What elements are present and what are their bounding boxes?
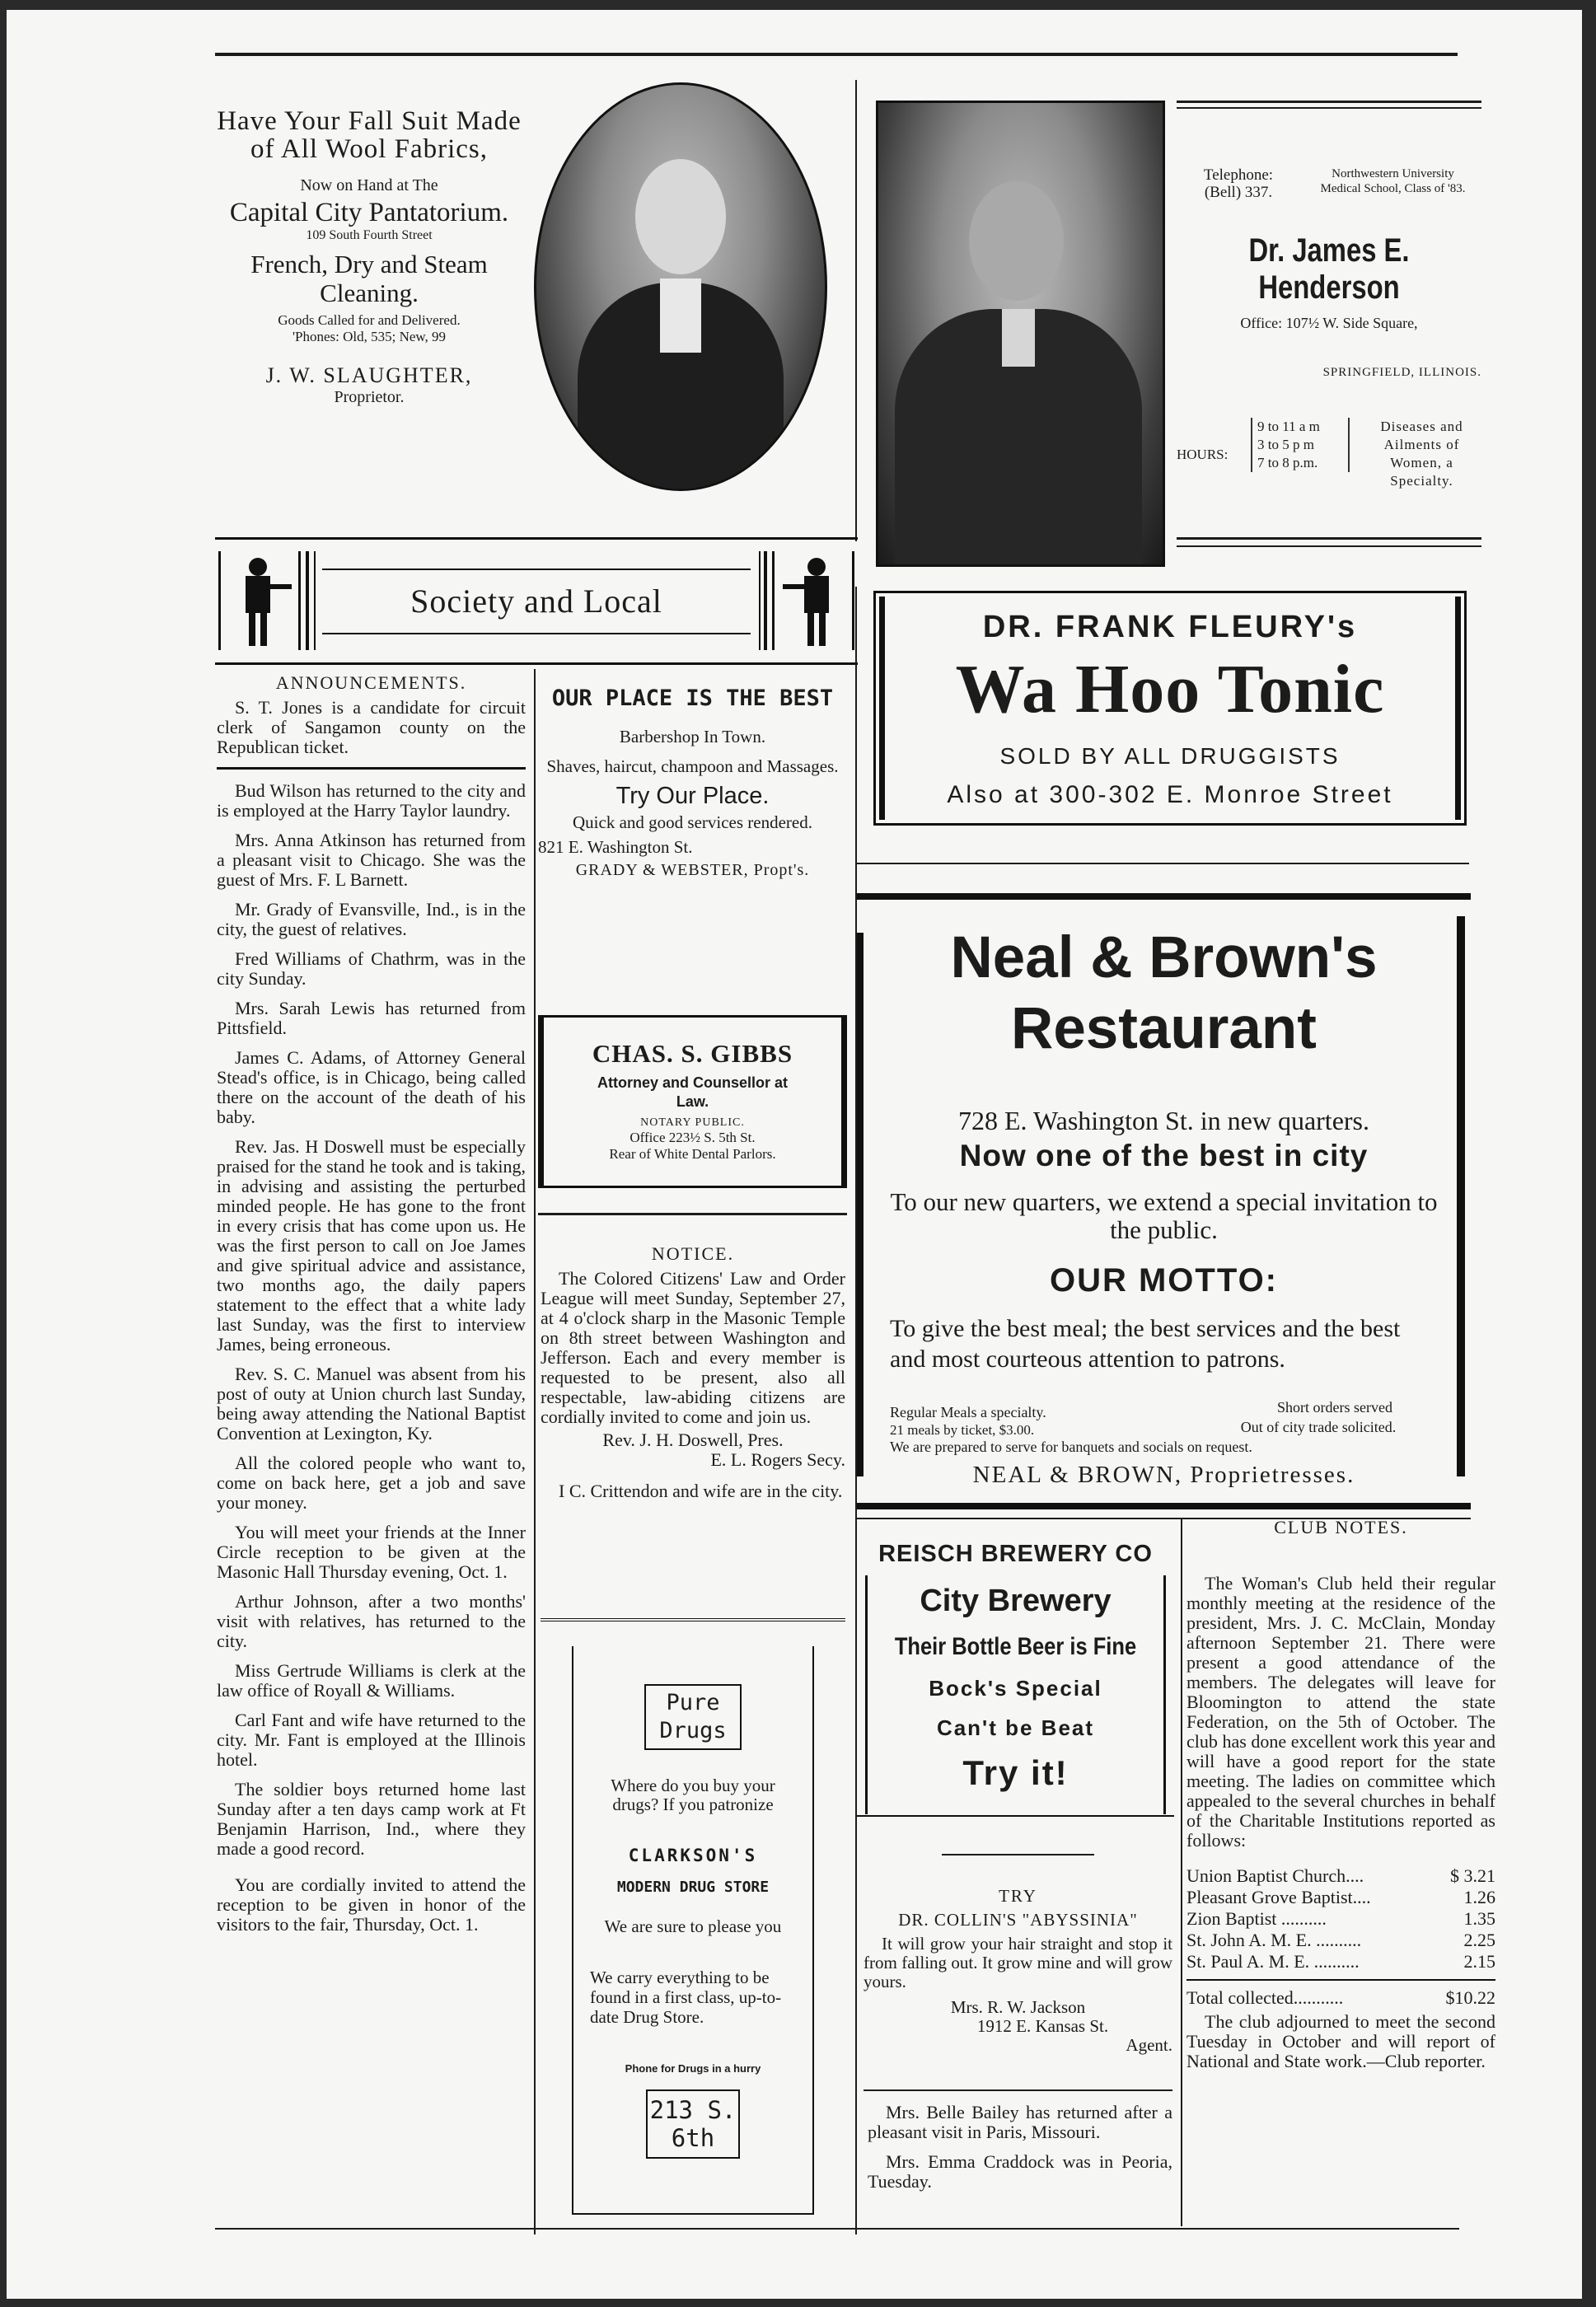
society-title: Society and Local xyxy=(322,569,751,634)
abyssinia-body: It will grow your hair straight and stop it from falling out. It grow mine and will grow yours. xyxy=(864,1934,1172,1991)
crittendon-item: I C. Crittendon and wife are in the city. xyxy=(559,1481,843,1501)
barbershop-address: 821 E. Washington St. xyxy=(538,837,693,857)
restaurant-tickets: 21 meals by ticket, $3.00. xyxy=(890,1422,1035,1438)
brewery-line2: Bock's Special xyxy=(929,1676,1102,1701)
henderson-rule-top2 xyxy=(1177,107,1481,109)
abyssinia-rule xyxy=(864,2089,1172,2091)
henderson-name: Dr. James E. Henderson xyxy=(1248,232,1410,306)
pantatorium-now-on-hand: Now on Hand at The xyxy=(300,176,438,194)
henderson-city: SPRINGFIELD, ILLINOIS. xyxy=(1322,366,1481,379)
local-item: Bud Wilson has returned to the city and is employed at the Harry Taylor laundry. xyxy=(217,780,526,821)
restaurant-name: Neal & Brown's Restaurant xyxy=(950,925,1378,1061)
local-item: James C. Adams, of Attorney General Stead's office, is in Chicago, being called there on the account of the death of his baby. xyxy=(217,1047,526,1127)
church-amount: 1.35 xyxy=(1463,1908,1495,1929)
notice-sig2: E. L. Rogers Secy. xyxy=(710,1449,845,1470)
church-name: Zion Baptist .......... xyxy=(1186,1908,1327,1929)
table-row xyxy=(1186,1951,1495,1972)
church-amount: 2.25 xyxy=(1463,1930,1495,1950)
henderson-hours-label: HOURS: xyxy=(1177,447,1229,462)
gibbs-notary: NOTARY PUBLIC. xyxy=(640,1116,745,1129)
barbershop-ad xyxy=(538,679,847,880)
restaurant-banquets: We are prepared to serve for banquets and socials on request. xyxy=(890,1439,1252,1455)
barbershop-line3: Quick and good services rendered. xyxy=(573,812,812,832)
column-1 xyxy=(217,673,526,1944)
brewery-line3: Can't be Beat xyxy=(936,1715,1095,1740)
local-item: Miss Gertrude Williams is clerk at the law office of Royall & Williams. xyxy=(217,1660,526,1701)
restaurant-motto-head: OUR MOTTO: xyxy=(1049,1262,1278,1299)
notice-body: The Colored Citizens' Law and Order League will meet Sunday, September 27, at 4 o'clock sharp in the Masonic Temple on 8th street between Washington and Jefferson. Each and every member is requested to be present, also all respectable, law-abiding citizens are cordially invited to come and join us. xyxy=(541,1268,845,1427)
local-item: Arthur Johnson, after a two months' visit with relatives, has returned to the city. xyxy=(217,1591,526,1651)
club-notes-table xyxy=(1186,1865,1495,2009)
announcement-rule xyxy=(217,767,526,770)
restaurant-address: 728 E. Washington St. in new quarters. xyxy=(958,1106,1369,1135)
church-amount: 1.26 xyxy=(1463,1887,1495,1907)
top-rule xyxy=(215,53,1458,56)
restaurant-best: Now one of the best in city xyxy=(959,1139,1369,1172)
restaurant-invite: To our new quarters, we extend a special invitation to the public. xyxy=(890,1187,1438,1244)
banner-figure-left xyxy=(218,551,301,650)
gibbs-ad xyxy=(538,1015,847,1188)
notice-rule xyxy=(538,1213,847,1215)
portrait-photo-oval xyxy=(534,82,827,491)
local-item: You are cordially invited to attend the reception to be given in honor of the visitors to the fair, Thursday, Oct. 1. xyxy=(217,1874,526,1935)
bottom-rule xyxy=(215,2228,1459,2230)
brewery-short-rule xyxy=(942,1854,1094,1855)
total-row xyxy=(1186,1987,1495,2009)
church-amount: $ 3.21 xyxy=(1450,1865,1495,1886)
gibbs-name: CHAS. S. GIBBS xyxy=(592,1039,793,1068)
club-notes xyxy=(1186,1518,1495,2081)
restaurant-regular: Regular Meals a specialty. xyxy=(890,1404,1046,1420)
church-amount: 2.15 xyxy=(1463,1951,1495,1972)
column-divider xyxy=(855,80,857,541)
local-item: Mrs. Sarah Lewis has returned from Pittsfield. xyxy=(217,998,526,1038)
local-item: Rev. S. C. Manuel was absent from his post of outy at Union church last Sunday, being away attending the National Baptist Convention at Lexington, Ky. xyxy=(217,1364,526,1444)
fleury-divider xyxy=(855,863,1469,864)
barbershop-try: Try Our Place. xyxy=(615,783,770,809)
col-divider-3 xyxy=(1181,1518,1182,2226)
fleury-ad xyxy=(873,591,1467,826)
brewery-company: REISCH BREWERY CO xyxy=(878,1541,1153,1567)
fleury-name: DR. FRANK FLEURY's xyxy=(982,610,1358,644)
banner-figure-right xyxy=(772,551,854,650)
drug-ad xyxy=(541,1618,845,2224)
henderson-office: Office: 107½ W. Side Square, xyxy=(1240,315,1418,331)
local-item: You will meet your friends at the Inner Circle reception to be given at the Masonic Hall Thursday evening, Oct. 1. xyxy=(217,1522,526,1582)
drug-address: 213 S. 6th xyxy=(646,2089,740,2159)
pantatorium-services: French, Dry and Steam Cleaning. xyxy=(250,250,488,307)
henderson-specialty: Diseases and Ailments of Women, a Specialty. xyxy=(1380,419,1463,489)
local-item: Mr. Grady of Evansville, Ind., is in the city, the guest of relatives. xyxy=(217,899,526,939)
table-row xyxy=(1186,1887,1495,1908)
drug-line3: We carry everything to be found in a first class, up-to-date Drug Store. xyxy=(590,1968,782,2027)
henderson-rule-bottom2 xyxy=(1177,545,1481,547)
henderson-rule-top xyxy=(1177,101,1481,103)
local-notes xyxy=(868,2103,1172,2202)
club-notes-heading: CLUB NOTES. xyxy=(1274,1517,1408,1537)
total-label: Total collected........... xyxy=(1186,1987,1344,2008)
restaurant-out: Out of city trade solicited. xyxy=(1240,1419,1397,1435)
brewery-name: City Brewery xyxy=(920,1584,1112,1618)
fleury-also: Also at 300-302 E. Monroe Street xyxy=(947,781,1393,808)
restaurant-owners: NEAL & BROWN, Proprietresses. xyxy=(972,1462,1355,1488)
barbershop-line2: Shaves, haircut, champoon and Massages. xyxy=(546,756,839,776)
pantatorium-goods: Goods Called for and Delivered. xyxy=(278,312,461,328)
brewery-ad xyxy=(857,1541,1174,1817)
drug-line2: We are sure to please you xyxy=(604,1916,782,1936)
table-row xyxy=(1186,1908,1495,1930)
abyssinia-sig3: Agent. xyxy=(1126,2035,1172,2055)
local-item: Rev. Jas. H Doswell must be especially praised for the stand he took and is taking, in advising and assisting the perturbed minded people. He has gone to the front in every crisis that has come upon us. He was the first person to call on Joe James and give spiritual advice and assistance, two months ago, the daily papers statement to the effect that a white lady last Sunday, was the first to interview James, being erroneous. xyxy=(217,1136,526,1355)
club-notes-body: The Woman's Club held their regular monthly meeting at the residence of the president, Mrs. J. C. McClain, Monday afternoon September 21. There were present a good attendance of the members. The delegates will leave for Bloomington to attend the state Federation, on the 5th of October. The club has done excellent work this year and will have a good report for the state meeting. The ladies on committee which appealed to the several churches in behalf of the Charitable Institutions reported as follows: xyxy=(1186,1573,1495,1851)
society-banner xyxy=(215,537,858,665)
drug-phone: Phone for Drugs in a hurry xyxy=(625,2062,761,2075)
local-item: Carl Fant and wife have returned to the city. Mr. Fant is employed at the Illinois hotel. xyxy=(217,1710,526,1770)
announcements-heading: ANNOUNCEMENTS. xyxy=(275,672,467,693)
drug-store-sub: MODERN DRUG STORE xyxy=(616,1879,770,1896)
pure-drugs-title: Pure Drugs xyxy=(644,1684,742,1750)
fleury-product: Wa Hoo Tonic xyxy=(955,651,1385,728)
barbershop-owners: GRADY & WEBSTER, Propt's. xyxy=(575,861,810,879)
newspaper-page xyxy=(7,10,1582,2299)
local-item: The soldier boys returned home last Sunday after a ten days camp work at Ft Benjamin Harrison, Ind., where they made a good record. xyxy=(217,1779,526,1859)
local-item: Mrs. Anna Atkinson has returned from a pleasant visit to Chicago. She was the guest of Mrs. F. L Barnett. xyxy=(217,830,526,890)
henderson-telephone: Telephone: (Bell) 337. xyxy=(1203,166,1274,201)
abyssinia-ad xyxy=(864,1887,1172,2055)
restaurant-motto: To give the best meal; the best services and the best and most courteous attention to patrons. xyxy=(890,1315,1401,1373)
henderson-school: Northwestern University Medical School, Class of '83. xyxy=(1320,167,1466,195)
henderson-rule-bottom xyxy=(1177,537,1481,540)
local-note: Mrs. Emma Craddock was in Peoria, Tuesday. xyxy=(868,2151,1172,2192)
henderson-photo xyxy=(876,101,1165,567)
barbershop-headline: OUR PLACE IS THE BEST xyxy=(551,686,834,711)
notice-heading: NOTICE. xyxy=(651,1243,735,1264)
church-name: Union Baptist Church.... xyxy=(1186,1865,1364,1886)
brewery-line1: Their Bottle Beer is Fine xyxy=(894,1633,1137,1660)
barbershop-line1: Barbershop In Town. xyxy=(619,727,766,746)
local-item: All the colored people who want to, come on back here, get a job and save your money. xyxy=(217,1453,526,1513)
notice xyxy=(541,1244,845,1511)
gibbs-title: Attorney and Counsellor at Law. xyxy=(597,1074,789,1110)
church-name: St. John A. M. E. .......... xyxy=(1186,1930,1362,1950)
church-name: St. Paul A. M. E. .......... xyxy=(1186,1951,1360,1972)
pantatorium-address: 109 South Fourth Street xyxy=(306,228,433,242)
pantatorium-phones: 'Phones: Old, 535; New, 99 xyxy=(292,329,447,344)
restaurant-short: Short orders served xyxy=(1277,1399,1392,1416)
announcement-text: S. T. Jones is a candidate for circuit clerk of Sangamon county on the Republican ticket. xyxy=(217,697,526,757)
drug-line1: Where do you buy your drugs? If you patronize xyxy=(611,1776,775,1814)
club-notes-closing: The club adjourned to meet the second Tuesday in October and will report of National and State work.—Club reporter. xyxy=(1186,2011,1495,2071)
gibbs-rear: Rear of White Dental Parlors. xyxy=(609,1146,776,1162)
local-item: Fred Williams of Chathrm, was in the city Sunday. xyxy=(217,948,526,989)
local-note: Mrs. Belle Bailey has returned after a pleasant visit in Paris, Missouri. xyxy=(868,2102,1172,2142)
table-row xyxy=(1186,1865,1495,1887)
drug-store-name: CLARKSON'S xyxy=(628,1846,758,1865)
church-name: Pleasant Grove Baptist.... xyxy=(1186,1887,1371,1907)
pantatorium-headline: Have Your Fall Suit Made of All Wool Fabrics, xyxy=(217,106,522,164)
brewery-line4: Try it! xyxy=(962,1753,1069,1792)
total-amount: $10.22 xyxy=(1445,1987,1495,2008)
fleury-sold: SOLD BY ALL DRUGGISTS xyxy=(999,743,1341,769)
restaurant-ad xyxy=(857,893,1471,1509)
pantatorium-owner-title: Proprietor. xyxy=(334,388,405,406)
pantatorium-name: Capital City Pantatorium. xyxy=(229,198,509,227)
pantatorium-ad xyxy=(217,107,522,407)
abyssinia-sig2: 1912 E. Kansas St. xyxy=(976,2016,1109,2036)
abyssinia-product: DR. COLLIN'S "ABYSSINIA" xyxy=(898,1910,1138,1930)
pantatorium-owner: J. W. SLAUGHTER, xyxy=(265,363,473,387)
abyssinia-try: TRY xyxy=(999,1886,1037,1906)
col-divider-1 xyxy=(534,669,536,2234)
gibbs-office: Office 223½ S. 5th St. xyxy=(630,1130,756,1145)
henderson-hours: 9 to 11 a m 3 to 5 p m 7 to 8 p.m. xyxy=(1251,418,1350,472)
table-row xyxy=(1186,1930,1495,1951)
abyssinia-sig1: Mrs. R. W. Jackson xyxy=(950,1997,1086,2017)
notice-sig1: Rev. J. H. Doswell, Pres. xyxy=(602,1430,784,1450)
